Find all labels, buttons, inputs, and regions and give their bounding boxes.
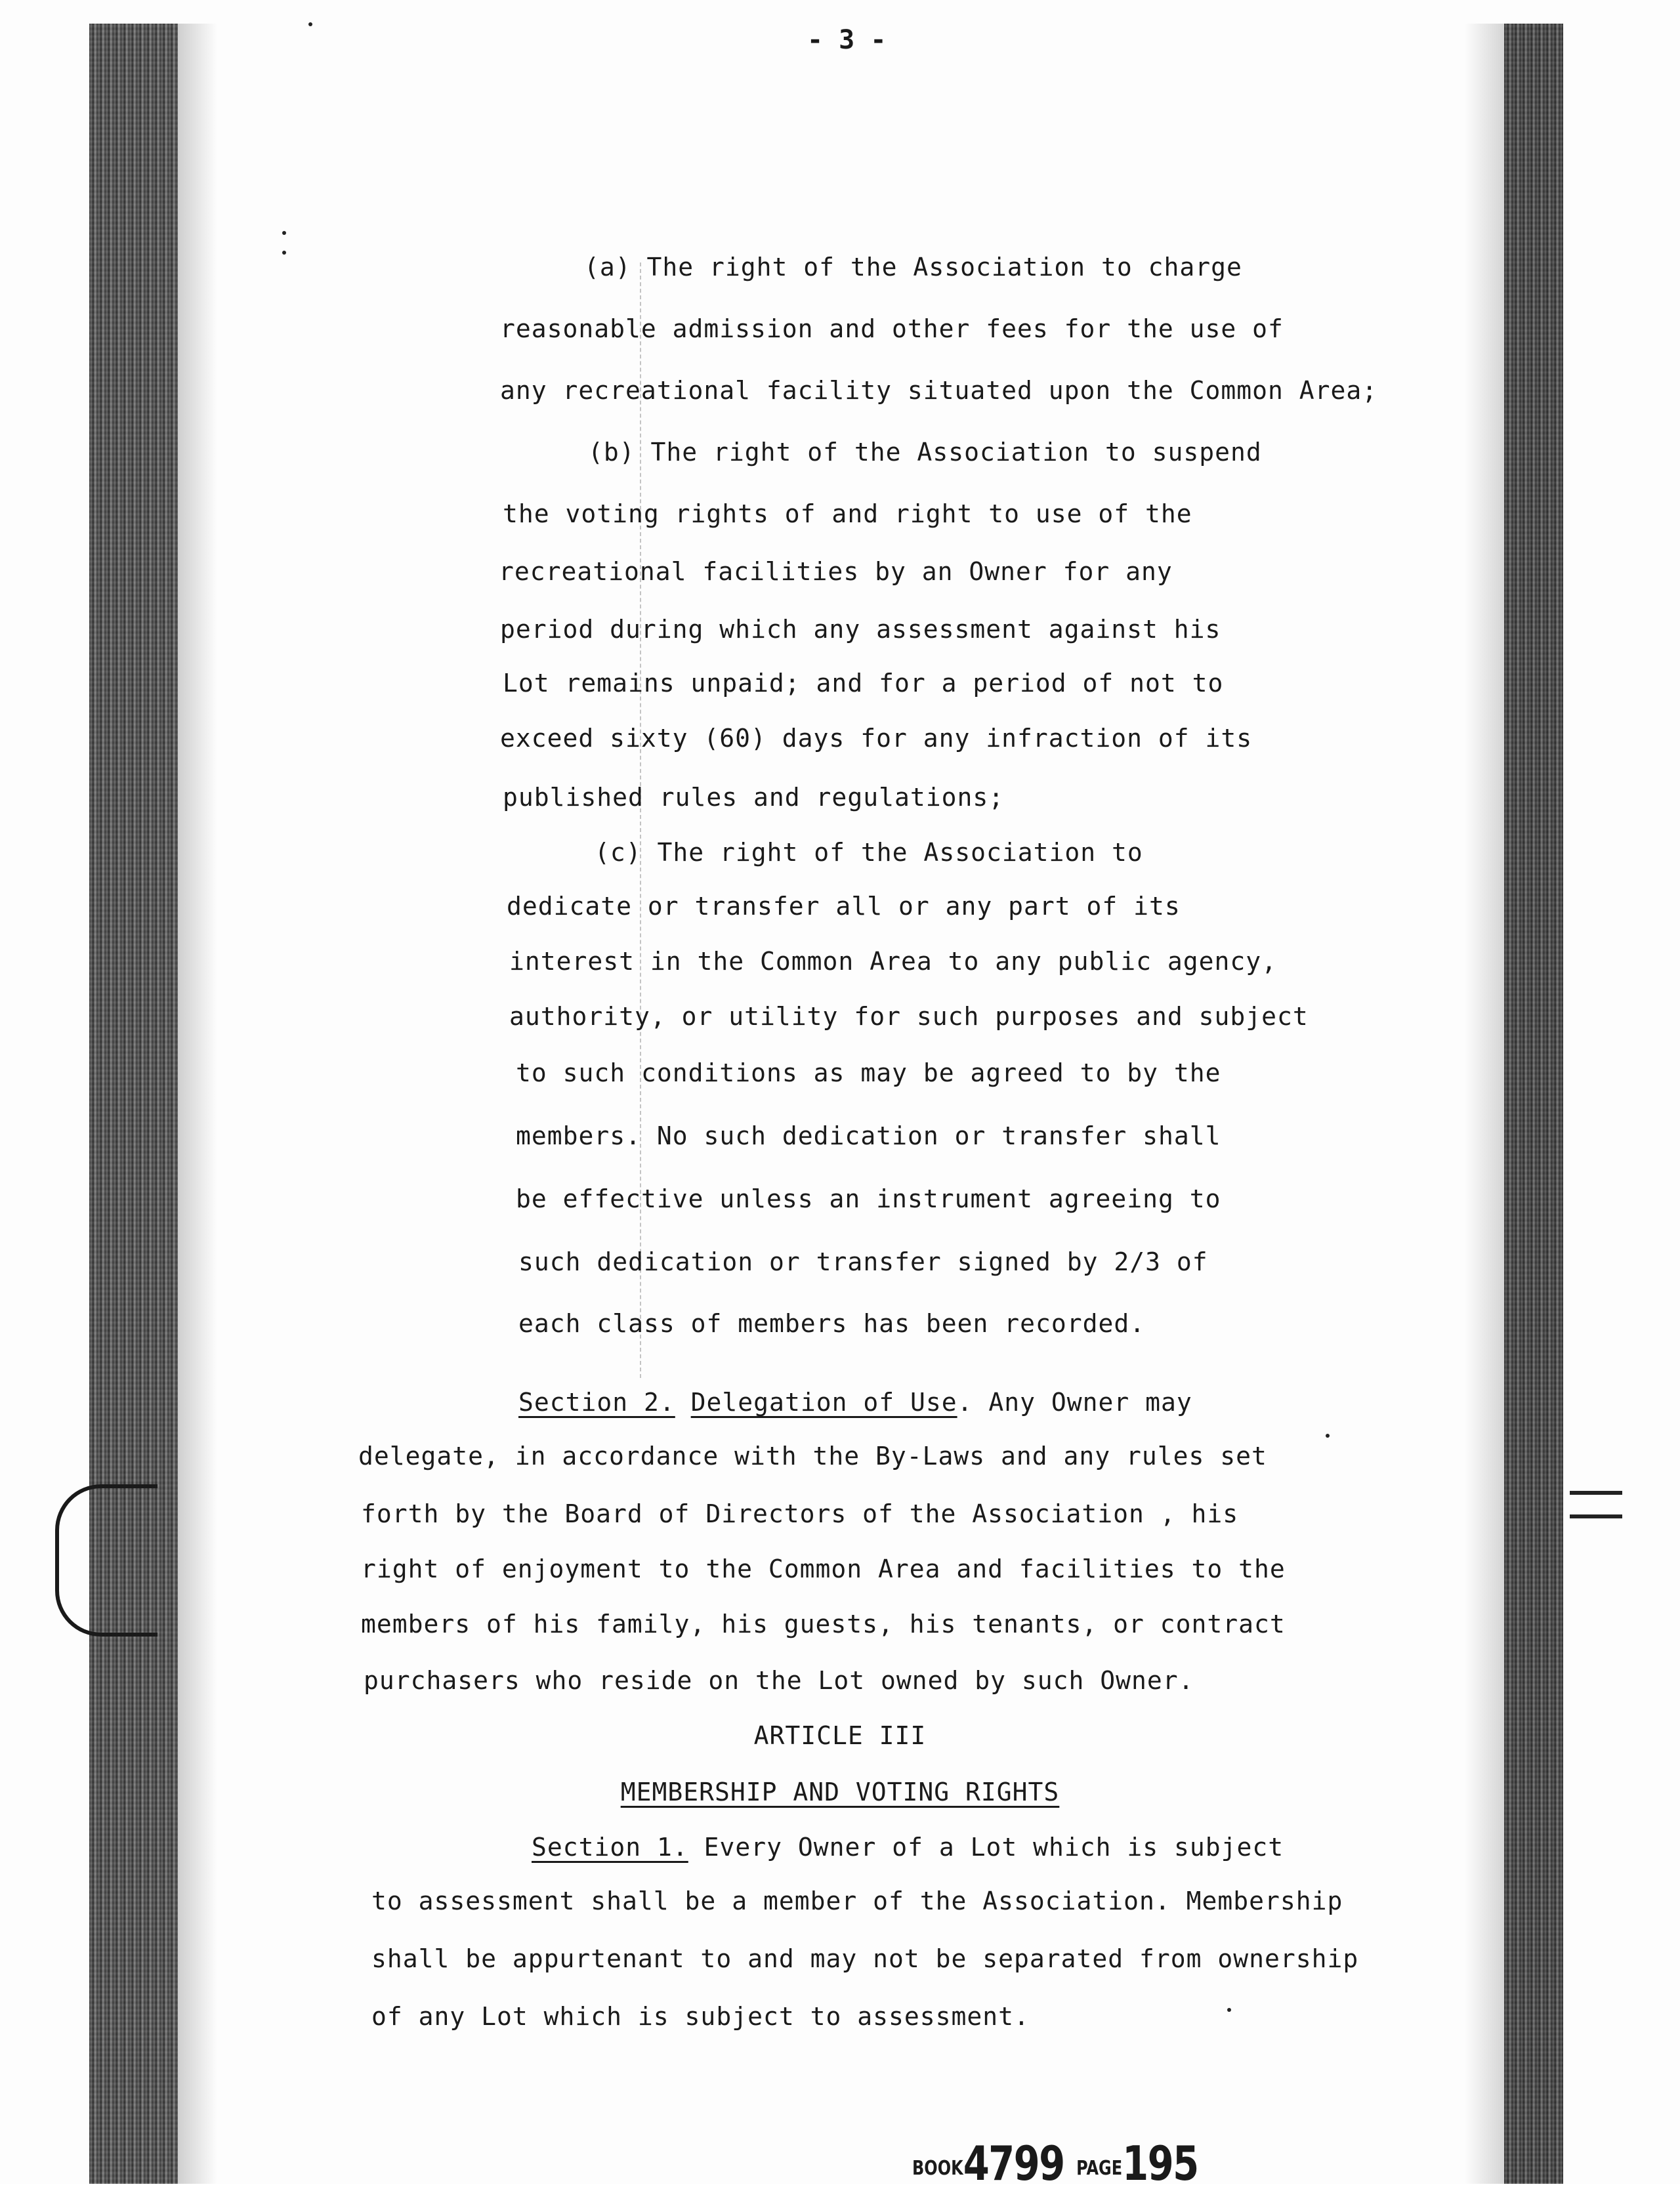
page-number: - 3 - (807, 25, 887, 55)
body-line: delegate, in accordance with the By-Laws and any rules set (358, 1442, 1267, 1471)
body-line: to such conditions as may be agreed to by the (516, 1058, 1221, 1087)
scan-speck (282, 231, 286, 235)
body-line: authority, or utility for such purposes and subject (509, 1002, 1309, 1031)
scan-speck (282, 251, 286, 255)
body-line: to assessment shall be a member of the Association. Membership (371, 1887, 1343, 1915)
left-binder-clip (55, 1484, 158, 1637)
scan-speck (1326, 1434, 1330, 1438)
body-line: interest in the Common Area to any public agency, (509, 947, 1278, 976)
section-2-first-line (518, 1390, 1192, 1415)
body-line: each class of members has been recorded. (518, 1309, 1146, 1338)
recording-stamp: BOOK4799 PAGE195 (912, 2136, 1198, 2191)
body-line: period during which any assessment against his (500, 615, 1221, 644)
body-line: published rules and regulations; (503, 783, 1005, 812)
body-line: purchasers who reside on the Lot owned by such Owner. (364, 1666, 1194, 1695)
right-binding-edge (1465, 24, 1504, 2184)
section-2-heading: Section 2. (518, 1388, 675, 1417)
body-line: members of his family, his guests, his tenants, or contract (361, 1610, 1286, 1638)
body-line: of any Lot which is subject to assessment. (371, 2002, 1030, 2031)
section-1-first-line (532, 1835, 1284, 1860)
section-2-title: Delegation of Use (690, 1388, 957, 1417)
body-line: right of enjoyment to the Common Area and facilities to the (361, 1555, 1286, 1583)
scan-speck (1227, 2008, 1231, 2012)
body-line: shall be appurtenant to and may not be separated from ownership (371, 1944, 1359, 1973)
article-number: ARTICLE III (753, 1721, 927, 1750)
right-binder-clip (1570, 1491, 1622, 1518)
left-binding-shadow (89, 24, 178, 2184)
scan-speck (308, 22, 312, 26)
body-line: recreational facilities by an Owner for any (499, 557, 1173, 586)
body-line: (a) The right of the Association to charge (584, 253, 1242, 282)
body-line: the voting rights of and right to use of the (503, 499, 1192, 528)
body-line: (c) The right of the Association to (595, 838, 1143, 867)
body-line: exceed sixty (60) days for any infraction of its (500, 724, 1253, 753)
body-line: Lot remains unpaid; and for a period of not to (503, 669, 1224, 698)
body-line: such dedication or transfer signed by 2/3 of (518, 1247, 1208, 1276)
section-2-first-line-rest: . Any Owner may (957, 1388, 1192, 1417)
body-line: forth by the Board of Directors of the Association , his (361, 1499, 1239, 1528)
body-line: members. No such dedication or transfer shall (516, 1121, 1221, 1150)
body-line: reasonable admission and other fees for the use of (500, 314, 1284, 343)
body-line: dedicate or transfer all or any part of its (507, 892, 1181, 921)
section-1-heading: Section 1. (532, 1833, 688, 1862)
article-title: MEMBERSHIP AND VOTING RIGHTS (620, 1778, 1060, 1806)
left-binding-edge (178, 24, 217, 2184)
right-binding-shadow (1504, 24, 1563, 2184)
body-line: (b) The right of the Association to suspend (588, 438, 1262, 467)
body-line: any recreational facility situated upon the Common Area; (500, 376, 1378, 405)
section-1-first-line-rest: Every Owner of a Lot which is subject (688, 1833, 1284, 1862)
body-line: be effective unless an instrument agreeing to (516, 1184, 1221, 1213)
